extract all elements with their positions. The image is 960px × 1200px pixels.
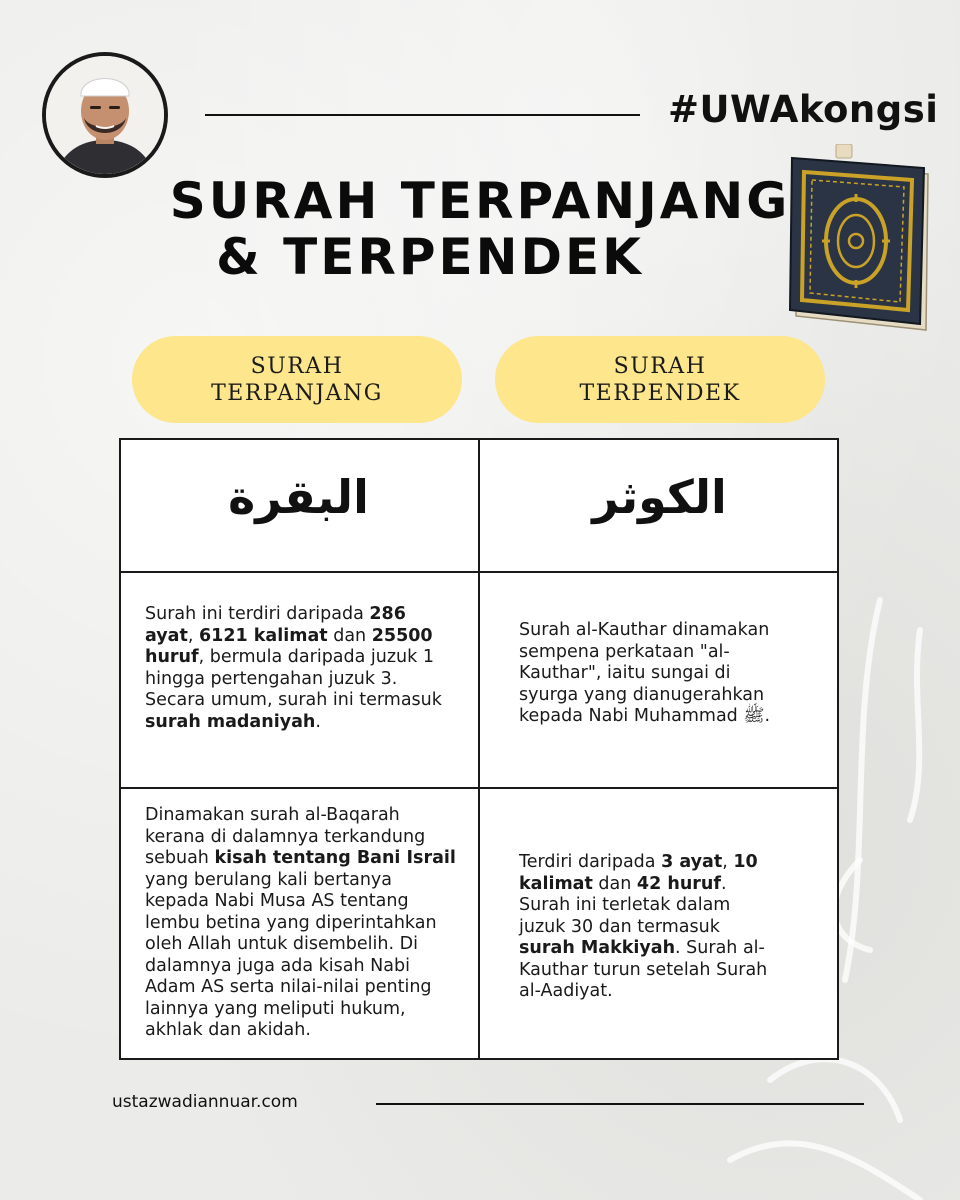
al-kauthar-naming: Surah al-Kauthar dinamakan sempena perkataan "al-Kauthar", iaitu sungai di syurga yang dianugerahkan kepada Nabi Muhammad ﷺ. xyxy=(519,620,771,726)
page-title-line-1: SURAH TERPANJANG xyxy=(169,172,791,230)
footer-divider xyxy=(376,1103,864,1105)
header-pill-shortest-line1: SURAH xyxy=(613,353,707,379)
table-row-divider-2 xyxy=(119,787,839,789)
website-link[interactable]: ustazwadiannuar.com xyxy=(112,1092,298,1112)
avatar xyxy=(42,52,168,178)
al-baqarah-summary: Surah ini terdiri daripada 286 ayat, 6121 kalimat dan 25500 huruf, bermula daripada juzuk 1 hingga pertengahan juzuk 3. Secara umum, surah ini termasuk surah madaniyah. xyxy=(145,604,442,732)
header-pill-shortest-line2: TERPENDEK xyxy=(579,380,741,406)
page-title-line-2: & TERPENDEK xyxy=(216,228,644,286)
table-column-divider xyxy=(478,438,480,1060)
arabic-name-al-baqarah: البقرة xyxy=(228,470,369,524)
header-divider xyxy=(205,114,640,116)
hashtag: #UWAkongsi xyxy=(668,88,939,131)
table-row-divider-1 xyxy=(119,571,839,573)
header-pill-longest xyxy=(132,336,462,423)
arabic-name-al-kauthar: الكوثر xyxy=(592,470,727,524)
header-pill-shortest xyxy=(495,336,825,423)
person-portrait-icon xyxy=(46,56,164,174)
al-baqarah-naming: Dinamakan surah al-Baqarah kerana di dalamnya terkandung sebuah kisah tentang Bani Israil yang berulang kali bertanya kepada Nabi Musa AS tentang lembu betina yang diperintahkan oleh Allah untuk disembelih. Di dalamnya juga ada kisah Nabi Adam AS serta nilai-nilai penting lainnya yang meliputi hukum, akhlak dan akidah. xyxy=(145,805,456,1040)
al-kauthar-summary: Terdiri daripada 3 ayat, 10 kalimat dan 42 huruf. Surah ini terletak dalam juzuk 30 dan termasuk surah Makkiyah. Surah al-Kauthar turun setelah Surah al-Aadiyat. xyxy=(519,852,768,1001)
header-pill-longest-line2: TERPANJANG xyxy=(211,380,383,406)
quran-book-icon xyxy=(788,144,938,334)
header-pill-longest-line1: SURAH xyxy=(250,353,344,379)
